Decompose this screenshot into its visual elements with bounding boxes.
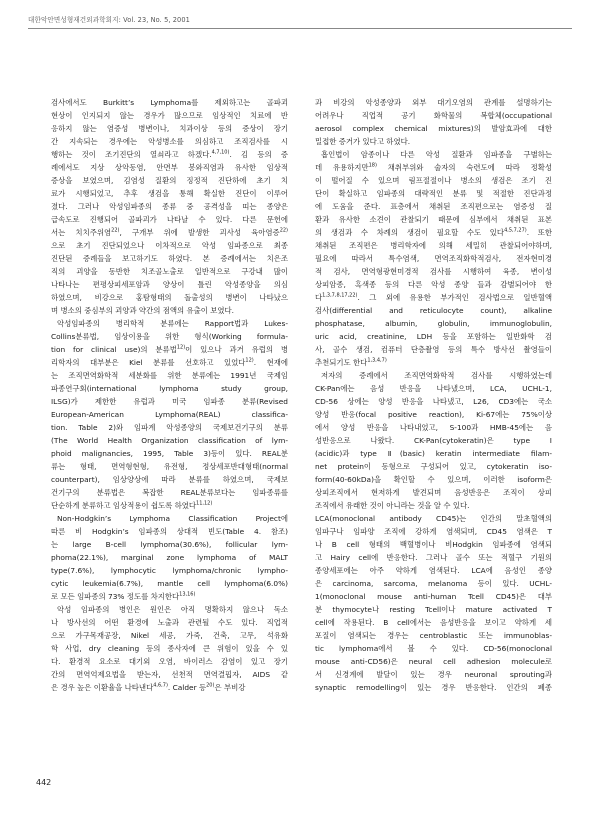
text-line: [315, 343, 552, 356]
text-line: [315, 278, 552, 291]
text-line: [51, 135, 288, 148]
line-text: 진단된 증례들을 보고하기도 하였다. 본 증례에서는 치은조: [51, 254, 288, 263]
line-text: 흡인법이 암종이나 다른 악성 질환과 임파종을 구별하는: [321, 150, 552, 159]
line-text: net protein이 동형으로 구성되어 있고, cytokeratin iso-: [315, 462, 552, 471]
line-text: 환과 유사한 소견이 관찰되기 때문에 심부에서 채취된 표본: [315, 215, 552, 224]
right-column: [315, 96, 552, 694]
line-text: 응하지 않는 염증성 병변이나, 치과이상 등의 증상이 장기: [51, 124, 288, 133]
line-text: 밀접한 증거가 있다고 하였다.: [315, 137, 411, 146]
line-text: 악성임파종의 병리학적 분류에는 Rapport법과 Lukes-: [57, 319, 288, 328]
text-line: [51, 96, 288, 109]
line-text: European-American Lymphoma(REAL) classifica-: [51, 410, 288, 419]
text-line: [315, 226, 552, 239]
line-text: Non-Hodgkin’s Lymphoma Classification Project에: [57, 514, 288, 523]
line-text: 포질이 염색되는 경우는 centroblastic 또는 immunoblas-: [315, 631, 552, 640]
line-text: 사, 골수 생검, 컴퓨터 단층촬영 등의 특수 방사선 촬영들이: [315, 345, 552, 354]
line-text: 증상을 보였으며, 김염성 질환의 징정적 진단하에 초기 치: [51, 176, 288, 185]
text-line: [51, 200, 288, 213]
line-text: 상피암종, 흑색종 등의 다른 악성 종양 들과 감별되어야 한: [315, 280, 552, 289]
text-line: [51, 447, 288, 460]
line-text: 양성 반응(focal positive reaction), Ki-67에는 75%이상: [315, 410, 552, 419]
line-text: Collins분류법, 임상이용을 위한 형식(Working formula-: [51, 332, 288, 341]
text-line: [51, 681, 288, 694]
text-run: 은 부비강: [214, 683, 246, 692]
line-text: 검사에서도 Burkitt’s Lymphoma를 제외하고는 골파괴: [51, 98, 288, 107]
text-line: [51, 187, 288, 200]
text-line: [315, 395, 552, 408]
text-line: [315, 668, 552, 681]
line-text: 간 지속되는 경우에는 악성병소를 의심하고 조직검사를 시: [51, 137, 288, 146]
citation-ref: 13,16): [179, 591, 196, 598]
line-text: 성반응으로 나왔다. CK-Pan(cytokeratin)은 type Ⅰ: [315, 436, 552, 445]
text-line: [51, 213, 288, 226]
text-line: [315, 122, 552, 135]
text-line: [51, 642, 288, 655]
text-line: [51, 551, 288, 564]
line-text: 고 Hairy cell에 반응한다. 그러나 골수 또는 적혈구 기원의: [315, 553, 552, 562]
text-line: [315, 629, 552, 642]
text-line: [51, 395, 288, 408]
text-line: [51, 317, 288, 330]
text-run: . 현재에: [253, 358, 288, 367]
text-line: [51, 291, 288, 304]
text-line: [51, 525, 288, 538]
line-text: (acidic)과 type Ⅱ(basic) keratin intermediate filam-: [315, 449, 552, 458]
text-line: [51, 252, 288, 265]
text-run: 채취부위와 술자의 숙련도에 따라 정확성: [376, 163, 552, 172]
line-text: mouse anti-CD56)은 neural cell adhesion molecule로: [315, 657, 552, 666]
text-line: [51, 161, 288, 174]
line-text: phoma(22.1%), marginal zone lymphoma of MALT: [51, 553, 288, 562]
text-line: [51, 122, 288, 135]
line-text: 며 병소의 중심부의 괴양과 약간의 점액의 유출이 보였다.: [51, 306, 235, 315]
citation-ref: 1,3,4,7): [367, 357, 387, 364]
line-text: 으로 가구목재공장, Nikel 세공, 가죽, 건축, 고무, 석유화: [51, 631, 288, 640]
line-text: 간의 면역억제요법을 받는자, 선천적 면역결핍자, AIDS 같: [51, 670, 288, 679]
text-line: [315, 265, 552, 278]
text-line: [315, 135, 552, 148]
line-text: LCA(monoclonal antibody CD45)는 인간의 말초혈액의: [315, 514, 552, 523]
text-run: . 또한: [526, 228, 552, 237]
line-text: 나 B cell 형태의 백혈병이나 비Hodgkin 임파종에 염색되: [315, 540, 552, 549]
left-column: [51, 96, 288, 694]
text-line: [315, 330, 552, 343]
text-line: [315, 681, 552, 694]
text-line: [315, 551, 552, 564]
text-line: [51, 577, 288, 590]
text-line: [315, 408, 552, 421]
line-text: 건기구의 분류법은 복잡한 REAL분류보다는 임파종류를: [51, 488, 288, 497]
text-line: [315, 642, 552, 655]
text-line: [315, 252, 552, 265]
text-line: [51, 603, 288, 616]
line-text: 나 방사선의 어떤 환경에 노출과 관련될 수도 있다. 직업적: [51, 618, 288, 627]
citation-ref: 12): [245, 357, 254, 364]
line-text: type(7.6%), lymphocytic lymphoma/chronic lympho-: [51, 566, 288, 575]
text-line: [315, 512, 552, 525]
line-text: phosphatase, albumin, globulin, immunoglobulin,: [315, 319, 552, 328]
line-text: 어려우나 직업적 공기 화학물의 복합체(occupational: [315, 111, 552, 120]
text-line: [315, 304, 552, 317]
text-run: . 김 등의 증: [229, 150, 288, 159]
line-text: 채취된 조직편은 병리학자에 의해 세밀히 관찰되어야하며,: [315, 241, 552, 250]
text-line: [51, 538, 288, 551]
line-text: 단이 확실하고 임파종의 대략적인 분류 및 적절한 진단과정: [315, 189, 552, 198]
line-text: 학 사업, dry cleaning 등의 종사자에 큰 위험이 있을 수 있: [51, 644, 288, 653]
line-text: 의 생검과 수 차례의 생검이 필요할 수도 있다: [315, 228, 505, 237]
text-line: [51, 369, 288, 382]
line-text: 에서 양성 반응을 나타내었고, S-100과 HMB-45에는 음: [315, 423, 552, 432]
line-text: form(40-60kDa)을 확인할 수 있으며, 이러한 isoform은: [315, 475, 552, 484]
line-text: tic lymphoma에서 볼 수 있다. CD-56(monoclonal: [315, 644, 552, 653]
text-line: [315, 603, 552, 616]
line-text: 는 large B-cell lymphoma(30.6%), follicular lym-: [51, 540, 288, 549]
text-line: [315, 291, 552, 304]
page-number: 442: [36, 778, 52, 787]
citation-ref: 20): [206, 682, 215, 689]
line-text: 따른 비 Hodgkin’s 임파종의 상대적 빈도(Table 4. 참조): [51, 527, 288, 536]
text-line: [51, 460, 288, 473]
text-line: [51, 408, 288, 421]
text-line: [51, 499, 288, 512]
text-line: [315, 447, 552, 460]
text-line: [315, 655, 552, 668]
line-text: 필요에 따라서 특수염색, 면역조직화학적검사, 전자현미경: [315, 254, 552, 263]
text-line: [51, 265, 288, 278]
text-line: [315, 96, 552, 109]
text-line: [315, 577, 552, 590]
text-line: [51, 668, 288, 681]
line-text: 료가 시행되었고, 추후 생검을 통해 확실한 진단이 이루어: [51, 189, 288, 198]
line-text: 은 경우 높은 이환율을 나타낸다: [51, 683, 154, 692]
text-line: [315, 486, 552, 499]
text-line: [51, 304, 288, 317]
line-text: 는 조직면역화학적 세분화를 위한 분류에는 1991년 국제임: [51, 371, 288, 380]
text-line: [51, 278, 288, 291]
line-text: 로 모든 임파종의 73% 정도를 차지한다: [51, 592, 180, 601]
text-line: [315, 161, 552, 174]
text-line: [315, 200, 552, 213]
line-text: 악성 임파종의 병인은 원인은 아직 명확하지 않으나 독소: [57, 605, 288, 614]
text-run: , 구개부 위에 발생한 괴사성 육아염증: [119, 228, 280, 237]
line-text: 류는 형태, 면역형현형, 유전형, 정상세포반대형태(normal: [51, 462, 288, 471]
line-text: aerosol complex chemical mixtures)의 발암효과에 대한: [315, 124, 552, 133]
line-text: 현상이 인지되지 않는 경우가 많으므로 임상적인 치료에 반: [51, 111, 288, 120]
text-line: [315, 434, 552, 447]
text-line: [315, 590, 552, 603]
line-text: 상피조직에서 현저하게 발견되며 음성반응은 조직이 상피: [315, 488, 552, 497]
text-line: [315, 538, 552, 551]
text-line: [315, 525, 552, 538]
citation-ref: 4,7,10): [211, 149, 230, 156]
text-line: [51, 174, 288, 187]
text-run: . 그 외에 유용한 부가적인 검사법으로 일반혈액: [357, 293, 552, 302]
line-text: 저자의 증례에서 조직면역화학적 검사를 시행하였는데: [321, 371, 552, 380]
text-line: [51, 239, 288, 252]
text-line: [51, 330, 288, 343]
line-text: 파종연구회(international lymphoma study group,: [51, 384, 288, 393]
line-text: 서는 치치주위염: [51, 228, 112, 237]
line-text: 행하는 것이 조기진단의 열쇠라고 하겠다.: [51, 150, 212, 159]
text-line: [51, 109, 288, 122]
text-line: [315, 148, 552, 161]
text-line: [315, 382, 552, 395]
citation-ref: 11,12): [196, 500, 213, 507]
text-line: [315, 369, 552, 382]
line-text: 으로 초기 진단되었으나 이차적으로 악성 임파종으로 최종: [51, 241, 288, 250]
line-text: 분 thymocyte나 resting Tcell이나 mature activated T: [315, 605, 552, 614]
text-line: [315, 499, 552, 512]
citation-ref: 18): [368, 162, 377, 169]
text-line: [51, 434, 288, 447]
citation-ref: 12): [176, 344, 186, 351]
line-text: 이 떨어질 수 있으며 림프절절이나 병소의 생검은 조기 진: [315, 176, 552, 185]
text-line: [51, 616, 288, 629]
line-text: phoid malignancies, 1995, Table 3)등이 있다. REAL분: [51, 449, 288, 458]
line-text: 임파구나 임파양 조직에 강하게 염색되며, CD45 염색은 T: [315, 527, 552, 536]
line-text: 급속도로 진행되어 골파괴가 나타날 수 있다. 다른 문헌에: [51, 215, 288, 224]
text-line: [315, 616, 552, 629]
line-text: ILSG)가 제한한 유럽과 미국 임파종 분류(Revised: [51, 397, 288, 406]
text-line: [51, 512, 288, 525]
line-text: 리학자의 대부분은 Kiel 분류를 선호하고 있었다: [51, 358, 246, 367]
text-line: [315, 421, 552, 434]
citation-ref: 4,6,7): [153, 682, 168, 689]
text-line: [51, 226, 288, 239]
text-line: [51, 382, 288, 395]
text-line: [51, 356, 288, 369]
line-text: tion. Table 2)와 임파계 악성종양의 국제보건기구의 분류: [51, 423, 288, 432]
line-text: 나타나는 편평상피세포암과 양상이 틀린 악성종양을 의심: [51, 280, 288, 289]
text-line: [315, 564, 552, 577]
citation-ref: 4,5,7,27): [504, 227, 527, 234]
text-line: [51, 486, 288, 499]
text-line: [315, 187, 552, 200]
line-text: counterpart), 임상양상에 따라 분류를 하였으며, 국제보: [51, 475, 288, 484]
line-text: 례에서도 지상 상악동염, 안면부 봉와직염과 유사한 임상적: [51, 163, 288, 172]
text-line: [51, 629, 288, 642]
text-line: [51, 655, 288, 668]
header-rule: [28, 28, 572, 29]
text-line: [315, 473, 552, 486]
line-text: 단순하게 분류하고 임상적용이 쉽도록 하였다: [51, 501, 197, 510]
line-text: uric acid, creatinine, LDH 등을 포함하는 일반화학 검: [315, 332, 552, 341]
line-text: 1(monoclonal mouse anti-human Tcell CD45)은 대부: [315, 592, 552, 601]
line-text: 직의 괴양을 동반한 치조골노출로 일반적으로 구강내 많이: [51, 267, 288, 276]
line-text: 추천되기도 한다: [315, 358, 368, 367]
text-line: [315, 109, 552, 122]
line-text: 데 유용하지만: [315, 163, 369, 172]
line-text: 졌다. 그러나 악성임파종의 종류 중 공격성을 띠는 종양은: [51, 202, 288, 211]
line-text: 다: [315, 293, 323, 302]
text-line: [315, 356, 552, 369]
text-line: [51, 590, 288, 603]
text-run: . Calder 등: [167, 683, 207, 692]
line-text: CD-56 상에는 양성 반응을 나타냈고, L26, CD3에는 국소: [315, 397, 552, 406]
text-line: [315, 460, 552, 473]
line-text: tion for clinical use)의 분류법: [51, 345, 177, 354]
line-text: 검사(differential and reticulocyte count), alkaline: [315, 306, 552, 315]
line-text: 에 도움을 준다. 표층에서 채취된 조직편으로는 염증성 질: [315, 202, 552, 211]
line-text: cell에 작용된다. B cell에서는 음성반응을 보이고 약하게 세: [315, 618, 552, 627]
line-text: 은 carcinoma, sarcoma, melanoma 등이 있다. UCHL-: [315, 579, 552, 588]
text-line: [315, 317, 552, 330]
journal-header: 대한악안면성형재건외과학회지: Vol. 23, No. 5, 2001: [28, 16, 190, 24]
line-text: cytic leukemia(6.7%), mantle cell lymphoma(6.0%): [51, 579, 288, 588]
line-text: synaptic remodelling이 있는 경우 반응한다. 인간의 폐종: [315, 683, 552, 692]
text-line: [51, 564, 288, 577]
citation-ref: 1,3,7,8,17,22): [322, 292, 358, 299]
text-line: [315, 239, 552, 252]
text-line: [315, 213, 552, 226]
citation-ref: 22): [279, 227, 288, 234]
citation-ref: 22): [111, 227, 120, 234]
line-text: CK-Pan에는 음성 반응을 나타냈으며, LCA, UCHL-1,: [315, 384, 552, 393]
line-text: 다. 환경적 요소로 대기외 오염, 바이러스 감염이 있고 장기: [51, 657, 288, 666]
line-text: 종양세포에는 아주 약하게 염색된다. LCA에 음성인 종양: [315, 566, 552, 575]
text-line: [315, 174, 552, 187]
line-text: 조직에서 유래한 것이 아니라는 것을 알 수 있다.: [315, 501, 470, 510]
line-text: (The World Health Organization classification of lym-: [51, 436, 288, 445]
text-line: [51, 473, 288, 486]
text-line: tion for clinical use)의 분류법$^{12)}$이 있으나 과거 유럽의 병: [51, 344, 288, 354]
line-text: 하였으며, 비강으로 홍탐형태의 돌출성의 병변이 나타났으: [51, 293, 288, 302]
text-line: [51, 148, 288, 161]
line-text: 서 신경계에 발달이 있는 경우 neuronal sprouting과: [315, 670, 552, 679]
line-text: 과 비강의 악성종양과 외부 대기오염의 관계를 설명하기는: [315, 98, 552, 107]
line-text: 적 검사, 면역형광현미경적 검사를 시행하여 육종, 변이성: [315, 267, 552, 276]
text-line: [51, 421, 288, 434]
